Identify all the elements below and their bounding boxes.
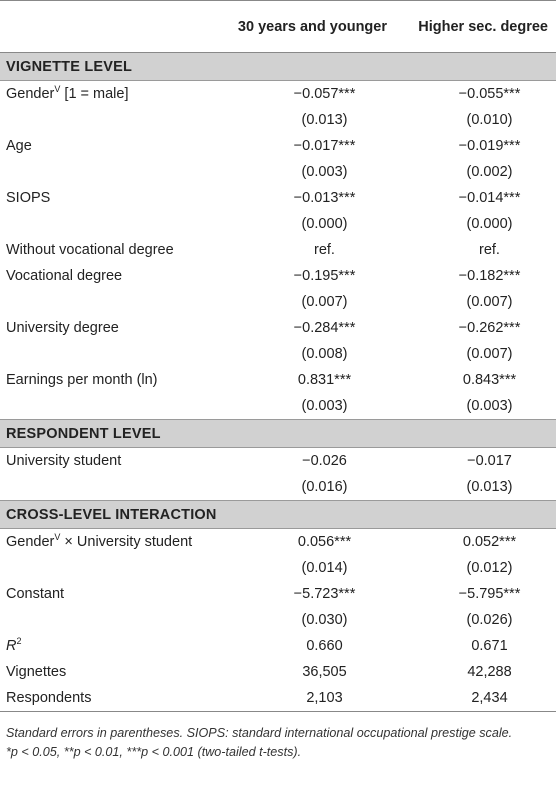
note-standard-errors: Standard errors in parentheses. SIOPS: standard international occupational prestige scale. [6,726,513,740]
value-30-and-younger: ref. [314,242,335,258]
row-label-text: Without vocational degree [6,242,174,258]
row-label-text: R [6,638,17,654]
row-label-text: University student [6,453,122,469]
row-label [0,685,220,712]
value-30-and-younger: (0.003) [301,164,348,180]
value-30-and-younger: 2,103 [220,685,395,712]
row-label-text: Vocational degree [6,268,123,284]
row-label-text: Earnings per month (ln) [6,372,158,388]
value-higher-sec-degree: (0.000) [466,216,513,232]
section-header-row [0,420,556,448]
row-label [0,159,220,185]
value-higher-sec-degree: −0.262*** [458,320,521,336]
row-label [0,211,220,237]
value-30-and-younger: −0.026 [302,453,347,469]
value-higher-sec-degree: (0.026) [466,612,513,628]
value-30-and-younger: (0.016) [301,479,348,495]
row-label [0,263,220,289]
row-label-text: SIOPS [6,190,51,206]
row-label [0,633,220,659]
row-label [0,185,220,211]
table-row [0,159,556,185]
row-label-text: University degree [6,320,119,336]
table-notes [0,712,556,762]
value-higher-sec-degree: (0.010) [466,112,513,128]
row-label [0,555,220,581]
value-30-and-younger: −5.723*** [293,586,356,602]
column-header-higher-sec-degree: Higher sec. degree [395,1,556,53]
row-label-superscript: V [54,84,61,95]
header-empty-cell [0,1,220,53]
value-higher-sec-degree: −0.055*** [458,86,521,102]
value-30-and-younger: (0.003) [301,398,348,414]
section-title: VIGNETTE LEVEL [0,53,556,81]
row-label-suffix: [1 = male] [60,86,129,102]
value-higher-sec-degree: (0.012) [466,560,513,576]
row-label [0,448,220,475]
row-label-suffix: × University student [60,534,193,550]
row-label-superscript: 2 [16,636,22,647]
row-label [0,341,220,367]
value-30-and-younger: −0.017*** [293,138,356,154]
value-30-and-younger: (0.014) [301,560,348,576]
row-label [0,237,220,263]
row-label [0,367,220,393]
row-label [0,133,220,159]
value-30-and-younger: 0.660 [306,638,343,654]
table-row [0,607,556,633]
value-higher-sec-degree: 0.671 [471,638,508,654]
value-30-and-younger: −0.195*** [293,268,356,284]
value-higher-sec-degree: −0.019*** [458,138,521,154]
value-higher-sec-degree: (0.003) [466,398,513,414]
row-label [0,81,220,108]
table-body [0,53,556,712]
section-title: CROSS-LEVEL INTERACTION [0,501,556,529]
value-higher-sec-degree: (0.007) [466,346,513,362]
section-header-row [0,53,556,81]
table-row [0,133,556,159]
value-higher-sec-degree: 2,434 [395,685,556,712]
value-30-and-younger: (0.007) [301,294,348,310]
value-higher-sec-degree: 42,288 [467,664,512,680]
table-row [0,81,556,108]
row-label [0,607,220,633]
table-row [0,474,556,501]
value-higher-sec-degree: −0.017 [467,453,512,469]
table-row [0,185,556,211]
table-row [0,555,556,581]
table-row [0,393,556,420]
value-30-and-younger: −0.284*** [293,320,356,336]
value-higher-sec-degree: 0.052*** [462,534,517,550]
table-row [0,211,556,237]
row-label [0,659,220,685]
value-higher-sec-degree: (0.002) [466,164,513,180]
value-higher-sec-degree: 0.843*** [462,372,517,388]
table-row [0,237,556,263]
row-label [0,289,220,315]
section-header-row [0,501,556,529]
value-30-and-younger: (0.013) [301,112,348,128]
section-title: RESPONDENT LEVEL [0,420,556,448]
row-label [0,315,220,341]
row-label [0,393,220,420]
column-header-30-and-younger: 30 years and younger [220,1,395,53]
value-higher-sec-degree: (0.007) [466,294,513,310]
row-label-text: Age [6,138,32,154]
note-significance: *p < 0.05, **p < 0.01, ***p < 0.001 (two-tailed t-tests). [6,745,302,759]
row-label [0,529,220,556]
value-higher-sec-degree: (0.013) [466,479,513,495]
table-row [0,263,556,289]
value-30-and-younger: (0.008) [301,346,348,362]
row-label-text: Respondents [6,690,92,706]
table-row [0,529,556,556]
table-row [0,315,556,341]
value-higher-sec-degree: −0.014*** [458,190,521,206]
table-row [0,448,556,475]
table-row [0,289,556,315]
table-row [0,107,556,133]
value-higher-sec-degree: ref. [479,242,500,258]
table-row [0,659,556,685]
row-label-text: Constant [6,586,65,602]
row-label-superscript: V [54,532,61,543]
value-30-and-younger: (0.030) [301,612,348,628]
table-row [0,341,556,367]
row-label-text: Gender [6,86,55,102]
value-30-and-younger: −0.057*** [293,86,356,102]
value-30-and-younger: (0.000) [301,216,348,232]
value-higher-sec-degree: −0.182*** [458,268,521,284]
value-30-and-younger: −0.013*** [293,190,356,206]
row-label [0,107,220,133]
value-30-and-younger: 0.056*** [297,534,352,550]
value-30-and-younger: 0.831*** [297,372,352,388]
value-higher-sec-degree: −5.795*** [458,586,521,602]
value-30-and-younger: 36,505 [302,664,347,680]
table-row [0,685,556,712]
table-row [0,633,556,659]
row-label-text: Gender [6,534,55,550]
table-row [0,581,556,607]
table-header [0,1,556,53]
row-label [0,581,220,607]
table-row [0,367,556,393]
row-label [0,474,220,501]
row-label-text: Vignettes [6,664,67,680]
